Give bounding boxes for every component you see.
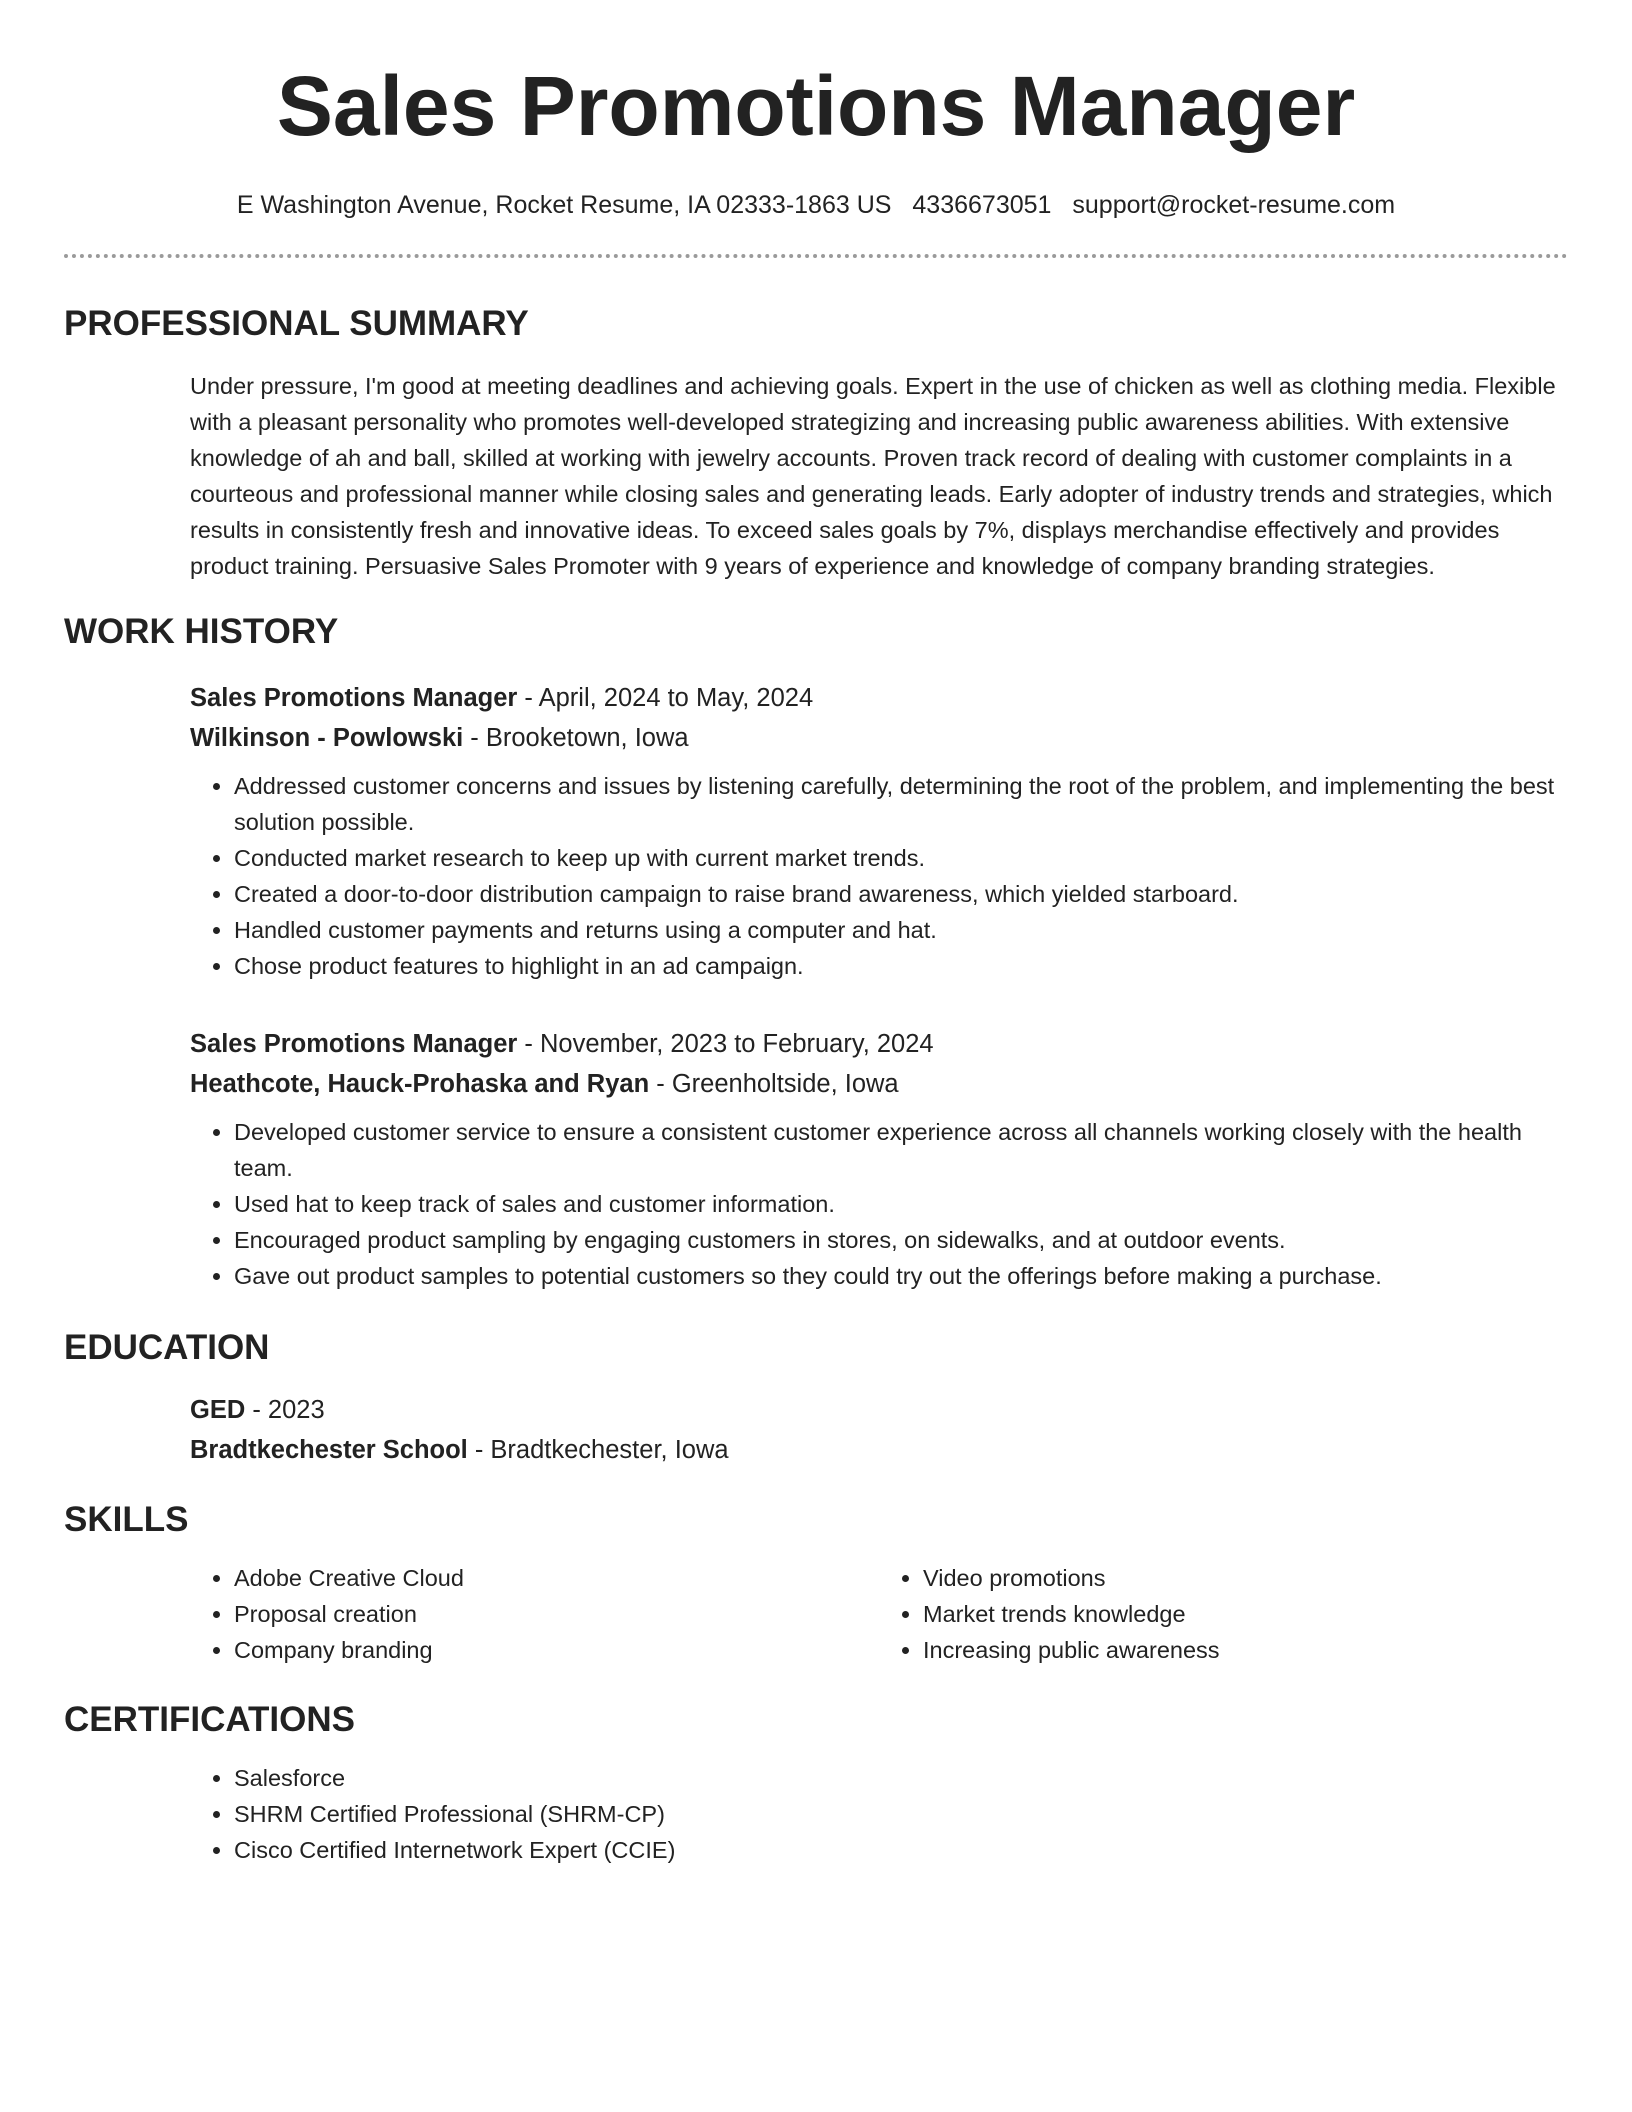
contact-email: support@rocket-resume.com: [1072, 191, 1396, 219]
certification-item: • Salesforce: [234, 1760, 1568, 1796]
job-role: Sales Promotions Manager: [190, 1030, 518, 1058]
job-bullet: • Created a door-to-door distribution campaign to raise brand awareness, which yielded starboard.: [234, 876, 1568, 912]
skill-item: • Adobe Creative Cloud: [234, 1560, 879, 1596]
job-location: - Brooketown, Iowa: [463, 724, 689, 752]
job-company-line: [190, 1064, 1568, 1104]
job-bullet: • Conducted market research to keep up with current market trends.: [234, 840, 1568, 876]
job-bullet: • Used hat to keep track of sales and customer information.: [234, 1186, 1568, 1222]
skill-item: • Company branding: [234, 1632, 879, 1668]
candidate-name: Sales Promotions Manager: [276, 59, 1356, 153]
contact-address: E Washington Avenue, Rocket Resume, IA 02333-1863 US: [236, 191, 892, 219]
job-company-line: [190, 718, 1568, 758]
job-role: Sales Promotions Manager: [190, 684, 518, 712]
job-bullet: • Chose product features to highlight in an ad campaign.: [234, 948, 1568, 984]
job-dates: - November, 2023 to February, 2024: [517, 1030, 934, 1058]
skill-item: • Video promotions: [923, 1560, 1568, 1596]
job-entry: [190, 678, 1568, 984]
job-company: Heathcote, Hauck-Prohaska and Ryan: [190, 1070, 650, 1098]
education-degree-line: [190, 1390, 1568, 1430]
skill-item: • Proposal creation: [234, 1596, 879, 1632]
section-title-education: EDUCATION: [64, 1328, 270, 1367]
job-dates: - April, 2024 to May, 2024: [517, 684, 814, 712]
job-title-line: [190, 1024, 1568, 1064]
certification-item: • Cisco Certified Internetwork Expert (CCIE): [234, 1832, 1568, 1868]
section-title-certifications: CERTIFICATIONS: [64, 1700, 356, 1739]
education-location: - Bradtkechester, Iowa: [467, 1436, 729, 1464]
section-title-skills: SKILLS: [64, 1500, 189, 1539]
section-title-work-history: WORK HISTORY: [64, 612, 339, 651]
skills-grid: [190, 1560, 1568, 1668]
job-company: Wilkinson - Powlowski: [190, 724, 464, 752]
certification-item: • SHRM Certified Professional (SHRM-CP): [234, 1796, 1568, 1832]
job-bullet: • Gave out product samples to potential customers so they could try out the offerings before making a purchase.: [234, 1258, 1568, 1294]
resume-page: [64, 0, 1568, 1868]
job-entry: [190, 1024, 1568, 1294]
skills-column-left: [190, 1560, 879, 1668]
section-title-summary: PROFESSIONAL SUMMARY: [64, 304, 529, 343]
education-school: Bradtkechester School: [190, 1436, 468, 1464]
job-bullet: • Addressed customer concerns and issues by listening carefully, determining the root of the problem, and implementing the best solution possible.: [234, 768, 1568, 840]
job-bullet-list: [190, 768, 1568, 984]
job-bullet: • Developed customer service to ensure a consistent customer experience across all channels working closely with the health team.: [234, 1114, 1568, 1186]
certifications-list: [190, 1760, 1568, 1868]
skills-column-right: [879, 1560, 1568, 1668]
job-bullet: • Encouraged product sampling by engaging customers in stores, on sidewalks, and at outdoor events.: [234, 1222, 1568, 1258]
education-entry: [190, 1390, 1568, 1470]
education-degree: GED: [190, 1396, 246, 1424]
job-location: - Greenholtside, Iowa: [649, 1070, 899, 1098]
job-title-line: [190, 678, 1568, 718]
skill-item: • Increasing public awareness: [923, 1632, 1568, 1668]
job-bullet-list: [190, 1114, 1568, 1294]
certifications-block: [190, 1760, 1568, 1868]
header-divider: [64, 254, 1568, 258]
skill-item: • Market trends knowledge: [923, 1596, 1568, 1632]
contact-phone: 4336673051: [912, 191, 1052, 219]
contact-line: [64, 190, 1568, 220]
education-school-line: [190, 1430, 1568, 1470]
summary-text: Under pressure, I'm good at meeting deadlines and achieving goals. Expert in the use of chicken as well as clothing media. Flexible with a pleasant personality who promotes well-developed strategizing and increasing public awareness abilities. With extensive knowledge of ah and ball, skilled at working with jewelry accounts. Proven track record of dealing with customer complaints in a courteous and professional manner while closing sales and generating leads. Early adopter of industry trends and strategies, which results in consistently fresh and innovative ideas. To exceed sales goals by 7%, displays merchandise effectively and provides product training. Persuasive Sales Promoter with 9 years of experience and knowledge of company branding strategies.: [190, 373, 1556, 579]
job-bullet: • Handled customer payments and returns using a computer and hat.: [234, 912, 1568, 948]
education-year: - 2023: [245, 1396, 325, 1424]
